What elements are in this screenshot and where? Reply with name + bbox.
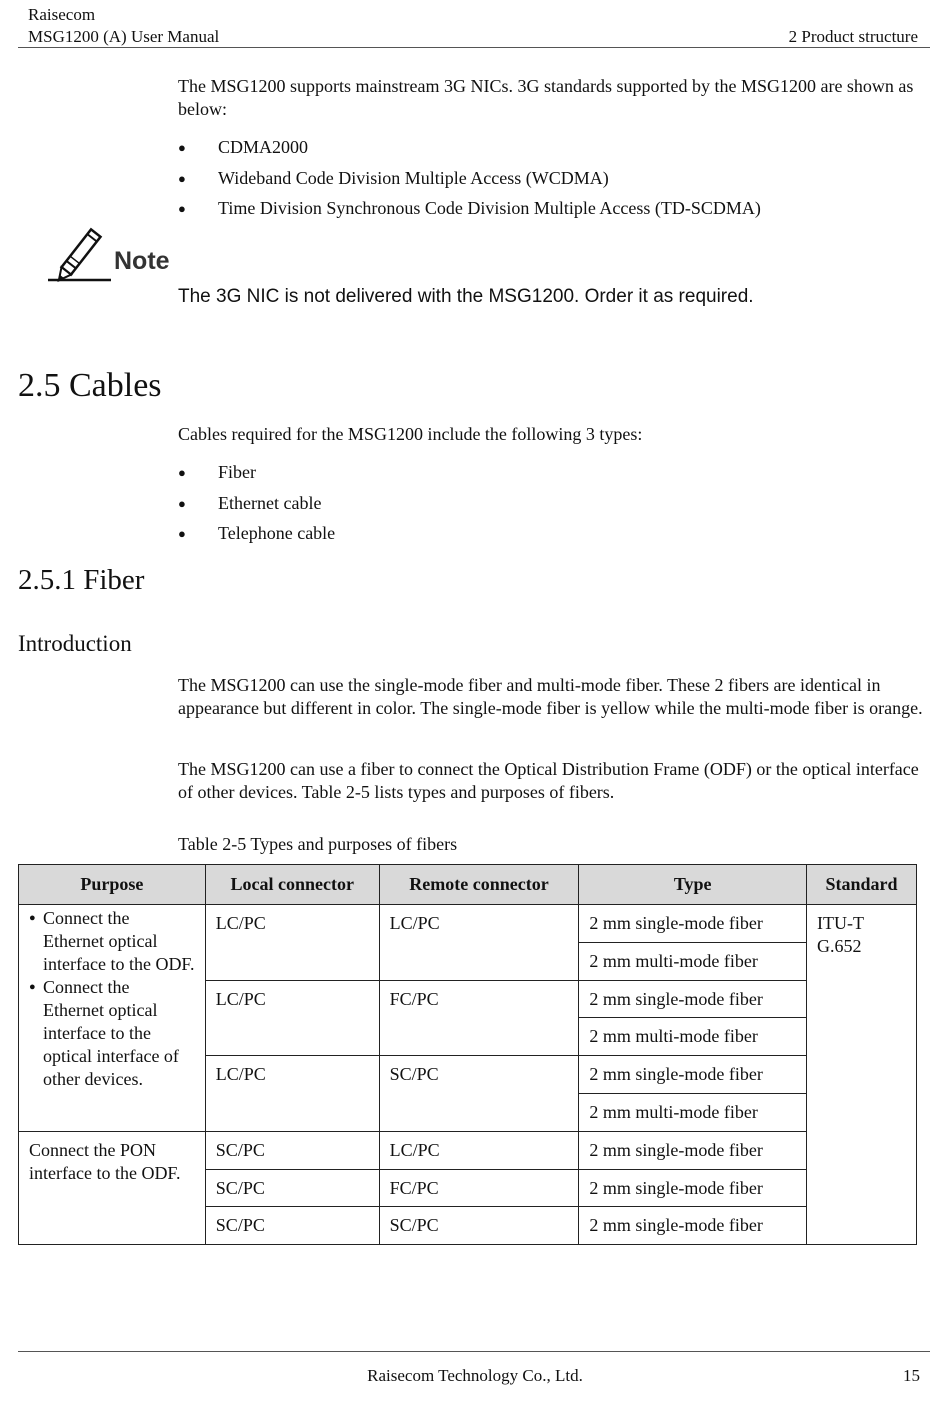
remote-connector-cell: LC/PC: [379, 1131, 579, 1169]
cables-paragraph: Cables required for the MSG1200 include the following 3 types:: [178, 424, 643, 444]
type-cell: 2 mm multi-mode fiber: [579, 1018, 807, 1056]
header-standard: Standard: [807, 865, 917, 905]
footer-rule: [18, 1351, 930, 1352]
section-heading-cables: 2.5 Cables: [18, 367, 162, 404]
purpose-cell-pon: Connect the PON interface to the ODF.: [19, 1131, 206, 1244]
footer-company: Raisecom Technology Co., Ltd.: [367, 1366, 583, 1385]
list-item: ● Fiber: [178, 461, 923, 492]
local-connector-cell: SC/PC: [205, 1207, 379, 1245]
local-connector-cell: LC/PC: [205, 980, 379, 1056]
list-item: ● CDMA2000: [178, 136, 923, 167]
type-cell: 2 mm single-mode fiber: [579, 905, 807, 943]
list-item: ● Wideband Code Division Multiple Access (WCDMA): [178, 167, 923, 198]
fiber-paragraph-2: The MSG1200 can use a fiber to connect the Optical Distribution Frame (ODF) or the optical interface of other devices. Table 2-5 lists types and purposes of fibers.: [178, 759, 919, 802]
intro-3g-paragraph: The MSG1200 supports mainstream 3G NICs. 3G standards supported by the MSG1200 are shown as below:: [178, 76, 914, 119]
remote-connector-cell: SC/PC: [379, 1207, 579, 1245]
fiber-table: [18, 864, 917, 1245]
type-cell: 2 mm single-mode fiber: [579, 1207, 807, 1245]
purpose-item: ● Connect the Ethernet optical interface to the optical interface of other devices.: [29, 976, 195, 1091]
cables-list: [178, 461, 923, 553]
table-row: [19, 905, 917, 943]
type-cell: 2 mm single-mode fiber: [579, 1056, 807, 1094]
table-row: [19, 1131, 917, 1169]
local-connector-cell: SC/PC: [205, 1131, 379, 1169]
list-item: ● Time Division Synchronous Code Division Multiple Access (TD-SCDMA): [178, 197, 923, 228]
header-chapter: 2 Product structure: [788, 27, 918, 46]
table-caption: Table 2-5 Types and purposes of fibers: [178, 834, 458, 854]
list-item: ● Ethernet cable: [178, 492, 923, 523]
type-cell: 2 mm single-mode fiber: [579, 1169, 807, 1207]
remote-connector-cell: LC/PC: [379, 905, 579, 981]
header-local-connector: Local connector: [205, 865, 379, 905]
fiber-paragraph-1: The MSG1200 can use the single-mode fiber and multi-mode fiber. These 2 fibers are identical in appearance but different in color. The single-mode fiber is yellow while the multi-mode fiber is orange.: [178, 675, 923, 718]
type-cell: 2 mm multi-mode fiber: [579, 942, 807, 980]
page-number: 15: [903, 1366, 920, 1385]
remote-connector-cell: SC/PC: [379, 1056, 579, 1132]
local-connector-cell: SC/PC: [205, 1169, 379, 1207]
subheading-introduction: Introduction: [18, 631, 132, 656]
header-type: Type: [579, 865, 807, 905]
section-heading-fiber: 2.5.1 Fiber: [18, 564, 145, 596]
note-text: The 3G NIC is not delivered with the MSG1200. Order it as required.: [178, 286, 754, 307]
purpose-cell-ethernet: [19, 905, 206, 1132]
local-connector-cell: LC/PC: [205, 1056, 379, 1132]
list-item: ● Telephone cable: [178, 522, 923, 553]
remote-connector-cell: FC/PC: [379, 1169, 579, 1207]
header-rule: [18, 47, 930, 48]
purpose-item: ● Connect the Ethernet optical interface to the ODF.: [29, 907, 195, 976]
standard-cell: ITU-T G.652: [807, 905, 917, 1245]
standards-list: [178, 136, 923, 228]
type-cell: 2 mm single-mode fiber: [579, 1131, 807, 1169]
header-purpose: Purpose: [19, 865, 206, 905]
header-remote-connector: Remote connector: [379, 865, 579, 905]
local-connector-cell: LC/PC: [205, 905, 379, 981]
note-label: Note: [114, 247, 170, 275]
remote-connector-cell: FC/PC: [379, 980, 579, 1056]
type-cell: 2 mm multi-mode fiber: [579, 1093, 807, 1131]
type-cell: 2 mm single-mode fiber: [579, 980, 807, 1018]
table-header-row: [19, 865, 917, 905]
header-company: Raisecom: [28, 5, 96, 24]
header-manual-title: MSG1200 (A) User Manual: [28, 27, 220, 46]
